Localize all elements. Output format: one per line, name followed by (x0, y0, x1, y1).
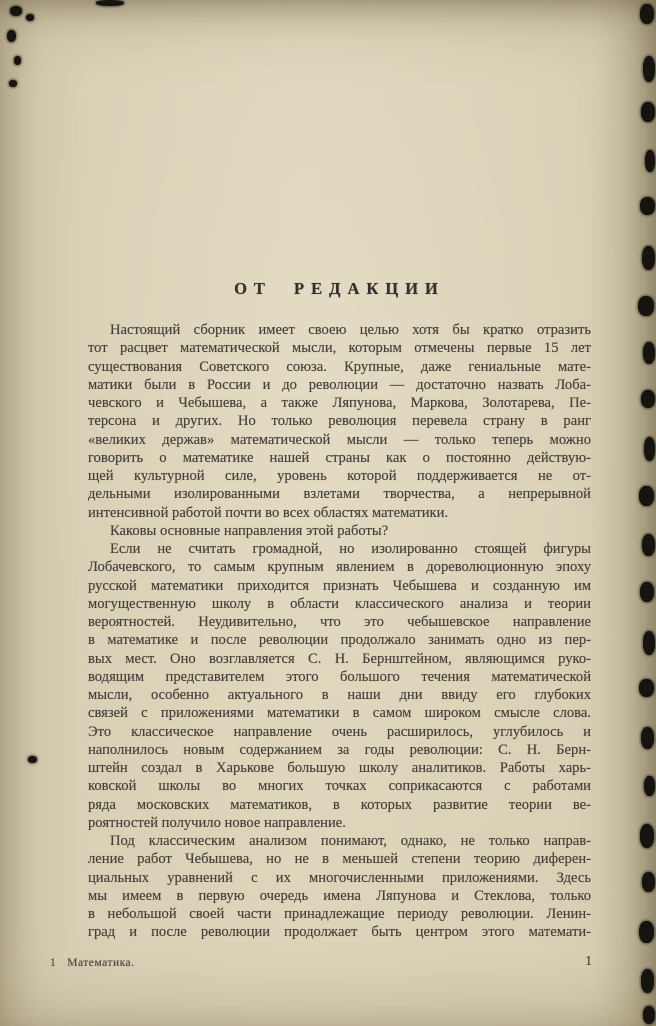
scan-artifact-blot (638, 296, 654, 316)
text-line: в небольшой своей части принадлежащие периоду революции. Ленин- (88, 906, 591, 922)
text-line: говорить о математике нашей страны как о постоянно действую- (88, 449, 591, 466)
signature-text: Математика. (67, 957, 135, 969)
scan-artifact-blot (10, 6, 22, 16)
text-line: русской математики приходится признать Чебышева и созданную им (88, 577, 591, 594)
text-line: Если не считать громадной, но изолированно стоящей фигуры (110, 541, 591, 557)
scan-artifact-blot (643, 1006, 655, 1024)
scan-artifact-blot (28, 756, 37, 763)
scan-artifact-blot (642, 534, 655, 556)
scan-artifact-blot (640, 824, 654, 848)
text-line: мы имеем в первую очередь имена Ляпунова и Стеклова, только (88, 887, 591, 904)
text-line: град и после революции продолжает быть центром этого математи- (88, 924, 591, 941)
scan-artifact-blot (643, 342, 655, 364)
text-line: циальных уравнений с их многочисленными приложениями. Здесь (88, 869, 591, 886)
text-line: матики были в России и до революции — достаточно назвать Лоба- (88, 376, 591, 393)
text-line: связей с приложениями математики в самом широком смысле слова. (88, 705, 591, 722)
scan-artifact-blot (642, 872, 655, 892)
scan-artifact-blot (640, 4, 654, 24)
scan-artifact-blot (7, 30, 16, 42)
signature-number: 1 (50, 957, 57, 969)
text-line: водящим представителем этого большого течения математической (88, 668, 591, 685)
text-line: наполнилось новым содержанием за годы революции: С. Н. Берн- (88, 741, 591, 758)
scan-artifact-blot (14, 56, 21, 65)
scan-artifact-blot (639, 921, 654, 943)
text-line: Настоящий сборник имеет своею целью хотя бы кратко отразить (110, 322, 591, 338)
page-number: 1 (585, 953, 592, 968)
text-line: в математике и после революции продолжало занимать одно из пер- (88, 632, 591, 649)
page-title: ОТ РЕДАКЦИИ (234, 279, 445, 298)
text-line: существования Советского союза. Крупные, даже гениальные мате- (88, 358, 591, 375)
scan-artifact-blot (639, 486, 654, 506)
text-line: мысли, особенно актуального в наши дни ввиду его глубоких (88, 687, 591, 703)
text-line: ковской школы во многих точках соприкасаются с работами (88, 778, 591, 795)
text-line: Под классическим анализом понимают, однако, не только направ- (110, 833, 591, 849)
scan-artifact-blot (640, 582, 654, 602)
scan-artifact-blot (96, 0, 124, 6)
text-line: ряда московских математиков, в которых развитие теории ве- (88, 796, 591, 813)
scan-artifact-blot (643, 56, 655, 82)
scan-artifact-blot (644, 437, 655, 461)
scan-artifact-blot (639, 679, 654, 697)
scan-artifact-blot (641, 102, 655, 122)
scan-artifact-blot (643, 631, 655, 655)
text-line: «великих держав» математической мысли — только теперь можно (88, 431, 591, 448)
text-line: чевского и Чебышева, а также Ляпунова, Маркова, Золотарева, Пе- (88, 395, 591, 411)
scan-artifact-blot (642, 246, 655, 270)
scan-artifact-blot (26, 14, 34, 21)
text-line: терсона и других. Но только революция перевела страну в ранг (88, 413, 591, 430)
text-line: Каковы основные направления этой работы? (110, 522, 389, 539)
text-line: вероятностей. Неудивительно, что это чебышевское направление (88, 614, 591, 630)
text-line: ление работ Чебышева, но не в меньшей степени теорию диферен- (88, 851, 591, 868)
text-line: роятностей получило новое направление. (88, 814, 346, 831)
scan-artifact-blot (641, 390, 655, 408)
text-line: интенсивной работой почти во всех областях математики. (88, 504, 449, 521)
scan-artifact-blot (641, 727, 654, 749)
scan-artifact-blot (644, 776, 655, 796)
scan-artifact-blot (645, 150, 655, 172)
text-line: штейн создал в Харькове большую школу аналитиков. Работы харь- (88, 760, 591, 776)
scan-artifact-blot (9, 80, 17, 87)
text-line: Лобачевского, то самым крупным явлением в дореволюционную эпоху (88, 559, 591, 576)
text-line: вых мест. Оно возглавляется С. Н. Бернштейном, являющимся руко- (88, 650, 591, 667)
text-line: тот расцвет математической мысли, которым отмечены первые 15 лет (88, 340, 591, 357)
scan-artifact-blot (640, 197, 655, 215)
footer-signature (50, 957, 135, 969)
scan-artifact-blot (641, 969, 654, 993)
text-line: щей культурной силе, уровень которой поддерживается не от- (88, 468, 591, 484)
text-line: Это классическое направление очень расширилось, углубилось и (88, 723, 591, 740)
body-text (88, 321, 591, 942)
text-line: дельными изолированными взлетами творчества, а непрерывной (88, 486, 591, 503)
text-line: могущественную школу в области классического анализа и теории (88, 595, 591, 612)
